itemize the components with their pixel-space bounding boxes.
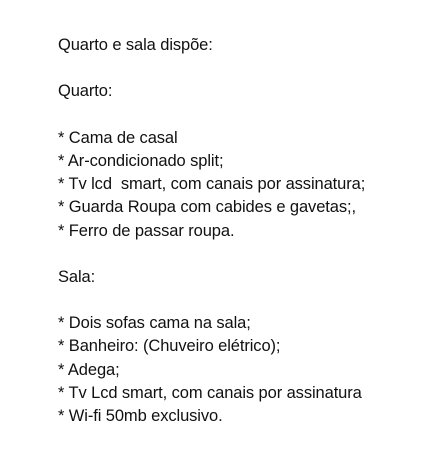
spacer <box>58 104 428 127</box>
section-heading-quarto: Quarto: <box>58 82 113 101</box>
spacer <box>58 57 428 80</box>
spacer <box>58 243 428 266</box>
section-heading-sala: Sala: <box>58 267 96 286</box>
list-item: * Adega; <box>58 360 120 379</box>
list-item: * Ferro de passar roupa. <box>58 221 235 240</box>
quarto-list <box>58 127 428 243</box>
list-item: * Dois sofas cama na sala; <box>58 314 251 333</box>
list-item: * Tv lcd smart, com canais por assinatura; <box>58 175 366 194</box>
list-item: * Wi-fi 50mb exclusivo. <box>58 407 223 425</box>
list-item: * Banheiro: (Chuveiro elétrico); <box>58 337 281 356</box>
document-body <box>58 34 428 428</box>
list-item: * Tv Lcd smart, com canais por assinatura <box>58 383 362 402</box>
spacer <box>58 289 428 312</box>
list-item: * Guarda Roupa com cabides e gavetas;, <box>58 198 356 217</box>
intro-text: Quarto e sala dispõe: <box>58 36 213 54</box>
sala-list <box>58 312 428 428</box>
list-item: * Ar-condicionado split; <box>58 151 224 170</box>
list-item: * Cama de casal <box>58 128 178 147</box>
